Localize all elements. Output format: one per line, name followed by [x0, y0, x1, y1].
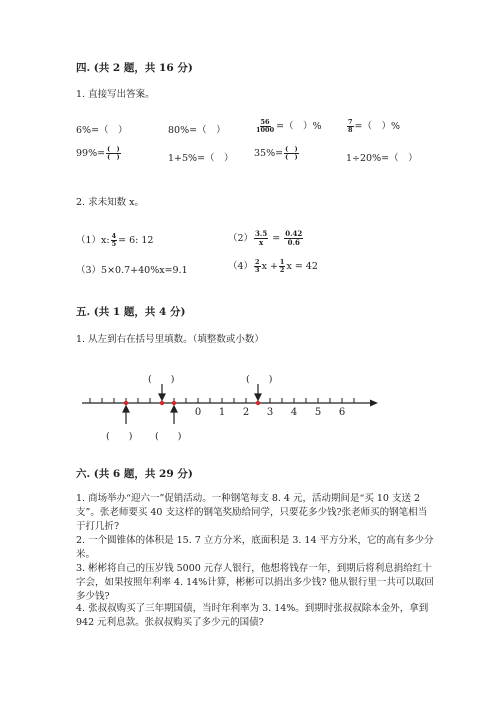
problem-4: 4. 张叔叔购买了三年期国债，当时年利率为 3. 14%。到期时张叔叔除本金外，拿到 942 元利息款。张叔叔购买了多少元的国债? [76, 603, 429, 628]
problem-1: 1. 商场举办“迎六一”促销活动。一种钢笔每支 8. 4 元，活动期间是“买 10 支送 2 支”。张老师要买 40 支这样的钢笔奖励给同学，只要花多少钱?张老师买的钢笔相当于打几折? [76, 493, 428, 532]
equation-3: （3）5×0.7+40%x=9.1 [76, 265, 188, 276]
section5-heading: 五. (共 1 题，共 4 分) [76, 306, 186, 318]
axis-label-1: 1 [218, 407, 226, 418]
down-arrow-1 [159, 394, 165, 400]
axis-label-3: 3 [266, 407, 274, 418]
problem-3: 3. 彬彬将自己的压岁钱 5000 元存人银行，他想将钱存一年，到期后将利息捐给红十字会，如果按照年利率 4. 14%计算，彬彬可以捐出多少钱? 他从银行里一共可以取回多少钱? [76, 563, 434, 602]
equation-2: （2） $\frac{3.5}{x}$ = $\frac{0.42}{0.6}$ [228, 229, 303, 247]
equation-1: （1）x: $\frac{4}{5}$ = 6: 12 [76, 232, 154, 248]
point-2 [160, 401, 164, 405]
q5-title: 1. 从左到右在括号里填数。（填整数或小数） [76, 334, 264, 345]
q2-title: 2. 求未知数 x。 [76, 197, 144, 208]
q1-item-4: $\frac{7}{8}$ =（ ）% [348, 118, 401, 134]
q1-item-1: 6%=（ ） [76, 125, 128, 136]
up-arrow-2 [171, 406, 177, 412]
q1-item-8: 1÷20%=（ ） [346, 153, 418, 164]
point-3 [172, 401, 176, 405]
q1-item-3: $\frac{56}{1000}$ =（ ）% [256, 118, 322, 134]
axis-label-6: 6 [338, 407, 346, 418]
blank-bottom-2: ( ) [155, 431, 182, 442]
problem-2: 2. 一个圆锥体的体积是 15. 7 立方分米，底面积是 3. 14 平方分米，它的高有多少分米。 [76, 535, 434, 560]
axis-labels [195, 407, 345, 418]
equation-4: （4） $\frac{2}{3}$ x + $\frac{1}{2}$ x = 42 [228, 258, 318, 274]
q1-item-6: 1+5%=（ ） [168, 153, 234, 164]
q1-item-2: 80%=（ ） [168, 125, 226, 136]
axis-label-4: 4 [290, 407, 298, 418]
arrows [123, 384, 261, 424]
axis-label-0: 0 [194, 407, 202, 418]
q1-item-5: 99%= $\frac{( )}{( )}$ [76, 145, 120, 161]
down-arrow-2 [255, 394, 261, 400]
blank-top-1: ( ) [148, 374, 175, 385]
axis-label-5: 5 [314, 407, 322, 418]
q1-title: 1. 直接写出答案。 [76, 89, 155, 100]
section4-heading: 四. (共 2 题，共 16 分) [76, 62, 193, 74]
point-4 [256, 401, 260, 405]
axis-arrowhead [370, 400, 378, 407]
blank-top-2: ( ) [246, 374, 273, 385]
point-1 [124, 401, 128, 405]
axis-label-2: 2 [242, 407, 250, 418]
up-arrow-1 [123, 406, 129, 412]
blank-bottom-1: ( ) [106, 431, 133, 442]
section6-heading: 六. (共 6 题，共 29 分) [76, 468, 193, 480]
ticks [90, 398, 354, 403]
q1-item-7: 35%= $\frac{( )}{( )}$ [254, 145, 298, 161]
